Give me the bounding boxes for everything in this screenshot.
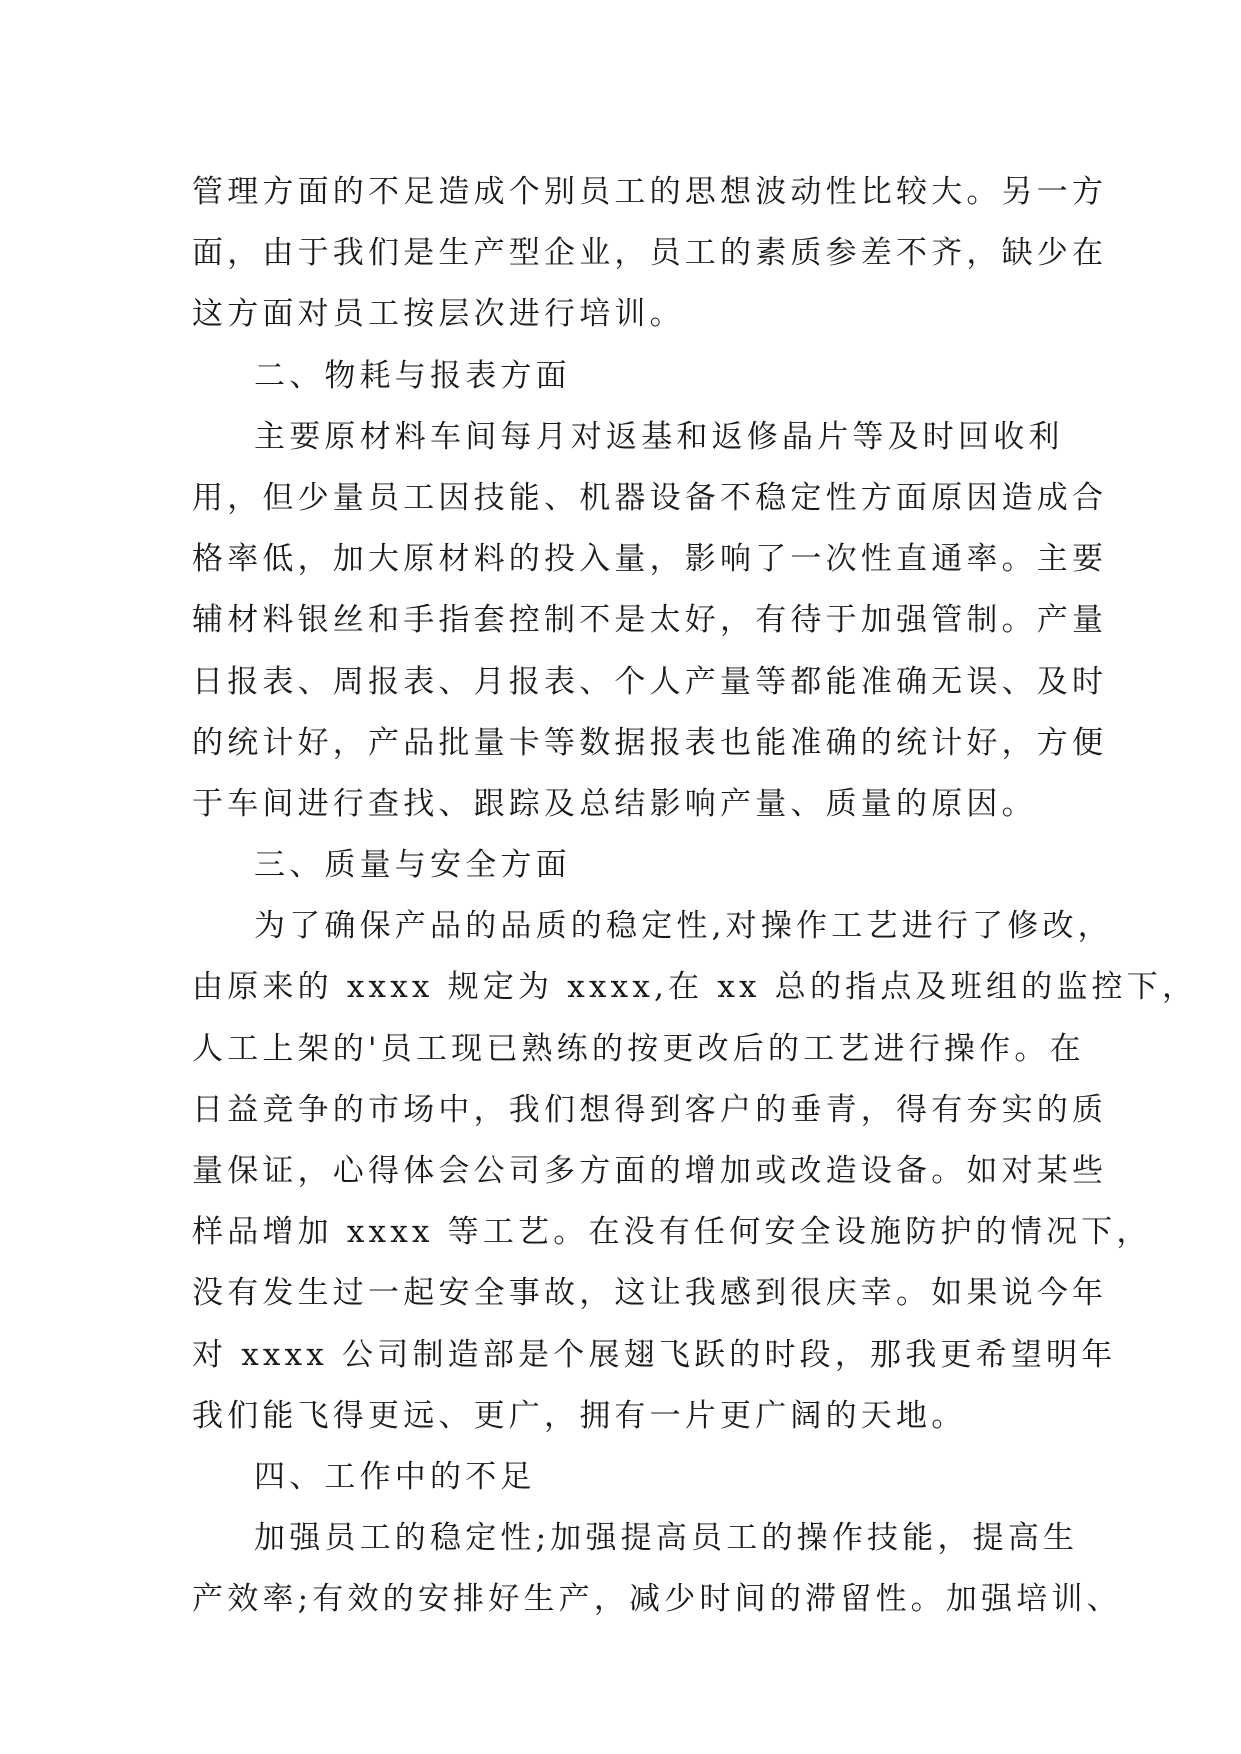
body-line: 没有发生过一起安全事故，这让我感到很庆幸。如果说今年 xyxy=(192,1275,1108,1312)
body-line: 量保证，心得体会公司多方面的增加或改造设备。如对某些 xyxy=(192,1153,1108,1189)
body-line: 格率低，加大原材料的投入量，影响了一次性直通率。主要 xyxy=(192,541,1108,578)
body-line: 加强员工的稳定性;加强提高员工的操作技能，提高生 xyxy=(254,1520,1079,1557)
section-heading: 四、工作中的不足 xyxy=(254,1458,536,1495)
body-line: 人工上架的'员工现已熟练的按更改后的工艺进行操作。在 xyxy=(192,1030,1085,1067)
body-line: 这方面对员工按层次进行培训。 xyxy=(192,296,685,333)
body-line: 于车间进行查找、跟踪及总结影响产量、质量的原因。 xyxy=(192,785,1037,822)
body-line: 为了确保产品的品质的稳定性,对操作工艺进行了修改， xyxy=(254,908,1113,945)
body-line: 的统计好，产品批量卡等数据报表也能准确的统计好，方便 xyxy=(192,724,1108,761)
body-line: 由原来的 xxxx 规定为 xxxx,在 xx 总的指点及班组的监控下， xyxy=(192,969,1198,1006)
section-heading: 二、物耗与报表方面 xyxy=(254,357,571,394)
body-line: 管理方面的不足造成个别员工的思想波动性比较大。另一方 xyxy=(192,174,1108,210)
body-line: 辅材料银丝和手指套控制不是太好，有待于加强管制。产量 xyxy=(192,602,1108,639)
body-line: 面，由于我们是生产型企业，员工的素质参差不齐，缺少在 xyxy=(192,235,1108,272)
section-heading: 三、质量与安全方面 xyxy=(254,847,571,884)
body-line: 主要原材料车间每月对返基和返修晶片等及时回收利 xyxy=(254,418,1064,455)
body-line: 日报表、周报表、月报表、个人产量等都能准确无误、及时 xyxy=(192,663,1108,700)
body-line: 我们能飞得更远、更广，拥有一片更广阔的天地。 xyxy=(192,1397,967,1434)
body-line: 对 xxxx 公司制造部是个展翅飞跃的时段，那我更希望明年 xyxy=(192,1336,1117,1373)
body-line: 日益竞争的市场中，我们想得到客户的垂青，得有夯实的质 xyxy=(192,1091,1108,1128)
body-line: 用，但少量员工因技能、机器设备不稳定性方面原因造成合 xyxy=(192,479,1108,516)
body-line: 产效率;有效的安排好生产，减少时间的滞留性。加强培训、 xyxy=(192,1581,1122,1618)
body-line: 样品增加 xxxx 等工艺。在没有任何安全设施防护的情况下， xyxy=(192,1214,1152,1251)
document-body xyxy=(192,162,1198,1631)
